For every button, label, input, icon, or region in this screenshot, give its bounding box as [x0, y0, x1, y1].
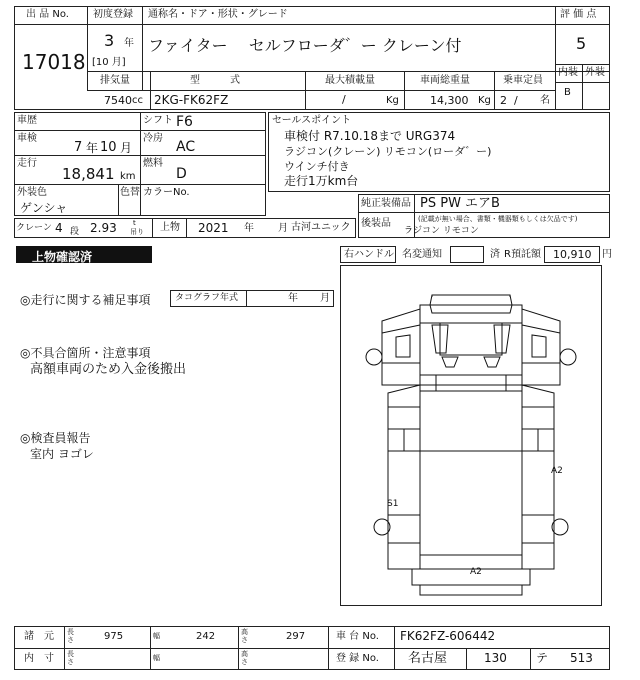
- model-label: 型 式: [190, 75, 240, 86]
- chassis-value: FK62FZ-606442: [400, 629, 496, 643]
- upper-maker: 古河ユニック: [291, 222, 351, 233]
- inspector-title: ◎検査員報告: [20, 431, 91, 445]
- capacity-sep: /: [514, 94, 518, 107]
- inner-length-label: 長さ: [67, 650, 74, 666]
- plate-label: 登 録 No.: [336, 653, 379, 664]
- inspection-year-unit: 年: [86, 141, 99, 155]
- sales-point-line: ラジコン(クレーン) リモコン(ローダ゛ー): [284, 145, 492, 158]
- defects-text: 高額車両のため入金後搬出: [30, 362, 187, 377]
- rhd-label: 右ハンドル: [344, 249, 394, 260]
- ac-value: AC: [176, 139, 196, 155]
- height-value: 297: [286, 631, 306, 642]
- car-name: ファイター セルフローダ゛ー クレーン付: [148, 36, 462, 55]
- confirm-badge: 上物確認済: [16, 246, 152, 263]
- inspection-label: 車検: [17, 133, 37, 144]
- fuel-label: 燃料: [143, 158, 163, 169]
- capacity-value: 2: [500, 94, 507, 107]
- sales-point-line: ウインチ付き: [284, 160, 350, 173]
- model-value: 2KG-FK62FZ: [154, 93, 229, 107]
- inspection-year: 7: [74, 140, 83, 155]
- fuel-value: D: [176, 166, 187, 182]
- inspector-text: 室内 ヨゴレ: [30, 447, 94, 461]
- history-label: 車歴: [17, 115, 37, 126]
- upper-year-unit: 年: [244, 223, 254, 234]
- reg-label: 初度登録: [93, 9, 133, 20]
- ac-label: 冷房: [143, 133, 163, 144]
- oem-label: 純正装備品: [361, 198, 411, 209]
- exterior-label: 外装: [585, 67, 605, 78]
- year-unit: 年: [124, 38, 134, 49]
- truck-diagram: [340, 265, 602, 606]
- oem-value: PS PW エアB: [420, 196, 500, 211]
- displacement-label: 排気量: [100, 75, 130, 86]
- ext-color-label: 外装色: [17, 187, 47, 198]
- gross-value: 14,300: [430, 94, 469, 107]
- gross-label: 車両総重量: [420, 75, 470, 86]
- crane-stages: 4: [55, 221, 63, 235]
- inner-label: 内 寸: [24, 653, 54, 664]
- interior-label: 内装: [558, 67, 578, 78]
- ext-color-value: ゲンシャ: [20, 201, 68, 215]
- capacity-label: 乗車定員: [503, 75, 543, 86]
- sales-points-label: セールスポイント: [272, 115, 352, 126]
- plate-kana: テ: [536, 651, 549, 665]
- aftermarket-note: (記載が無い場合、書類・機器類もしくは欠品です): [418, 215, 578, 223]
- sales-point-line: 車検付 R7.10.18まで URG374: [284, 129, 456, 143]
- mark-a2-side: A2: [551, 466, 563, 476]
- shift-label: シフト: [143, 115, 173, 126]
- driving-notes-title: ◎走行に関する補足事項: [20, 293, 151, 307]
- color-no-label: カラーNo.: [143, 187, 190, 198]
- aftermarket-value: ラジコン リモコン: [404, 226, 479, 236]
- recycle-mark: 済: [490, 249, 500, 260]
- mark-s1: S1: [387, 499, 399, 509]
- lot-number: 17018: [22, 50, 86, 74]
- crane-capacity-unit: 吊り: [130, 228, 144, 236]
- max-load-unit: Kg: [386, 95, 399, 106]
- crane-capacity: 2.93: [90, 221, 117, 235]
- chassis-label: 車 台 No.: [336, 631, 379, 642]
- upper-year: 2021: [198, 221, 229, 235]
- max-load-label: 最大積載量: [325, 75, 375, 86]
- width-label: 幅: [153, 632, 160, 640]
- plate-number: 513: [570, 651, 593, 665]
- color-change-label: 色替: [120, 187, 140, 198]
- name-label: 通称名・ドア・形状・グレード: [148, 9, 288, 20]
- upper-label: 上物: [160, 222, 180, 233]
- tachograph-label: タコグラフ年式: [175, 293, 239, 303]
- inspection-month-unit: 月: [120, 141, 133, 155]
- score: 5: [576, 34, 587, 53]
- plate-region: 名古屋: [408, 651, 448, 666]
- inner-width-label: 幅: [153, 654, 160, 662]
- height-label: 高さ: [241, 628, 248, 644]
- sales-point-line: 走行1万km台: [284, 174, 359, 188]
- defects-title: ◎不具合箇所・注意事項: [20, 346, 151, 360]
- tachograph-year: 年: [288, 293, 298, 304]
- yen-unit: 円: [602, 249, 612, 260]
- crane-stages-unit: 段: [70, 227, 80, 237]
- dims-label: 諸 元: [24, 631, 54, 642]
- lot-label: 出 品 No.: [26, 9, 69, 20]
- shift-value: F6: [176, 114, 193, 130]
- inspection-month: 10: [100, 140, 117, 155]
- gross-unit: Kg: [478, 95, 491, 106]
- crane-capacity-unit-top: t: [133, 219, 136, 227]
- length-label: 長さ: [67, 628, 74, 644]
- displacement-unit: cc: [132, 95, 143, 106]
- score-label: 評 価 点: [560, 9, 597, 20]
- displacement-value: 7540: [104, 94, 132, 107]
- recycle-amount: 10,910: [553, 248, 592, 261]
- mark-a2-bottom: A2: [470, 567, 482, 577]
- interior-grade: B: [564, 87, 571, 98]
- length-value: 975: [104, 631, 124, 642]
- capacity-unit: 名: [540, 95, 550, 106]
- inner-height-label: 高さ: [241, 650, 248, 666]
- mileage-value: 18,841: [62, 165, 115, 183]
- tachograph-month: 月: [320, 293, 330, 304]
- reg-year: 3: [104, 31, 115, 50]
- name-change-box: [450, 246, 484, 263]
- max-load-value: /: [342, 93, 346, 106]
- reg-month: [10 月]: [92, 57, 126, 68]
- crane-label: クレーン: [16, 223, 52, 233]
- plate-class: 130: [484, 651, 507, 665]
- width-value: 242: [196, 631, 216, 642]
- upper-month-unit: 月: [278, 223, 288, 234]
- mileage-label: 走行: [17, 158, 37, 169]
- aftermarket-label: 後装品: [361, 218, 391, 229]
- recycle-label: R預託額: [504, 249, 541, 260]
- mileage-unit: km: [120, 171, 136, 182]
- name-change-label: 名変通知: [402, 249, 442, 260]
